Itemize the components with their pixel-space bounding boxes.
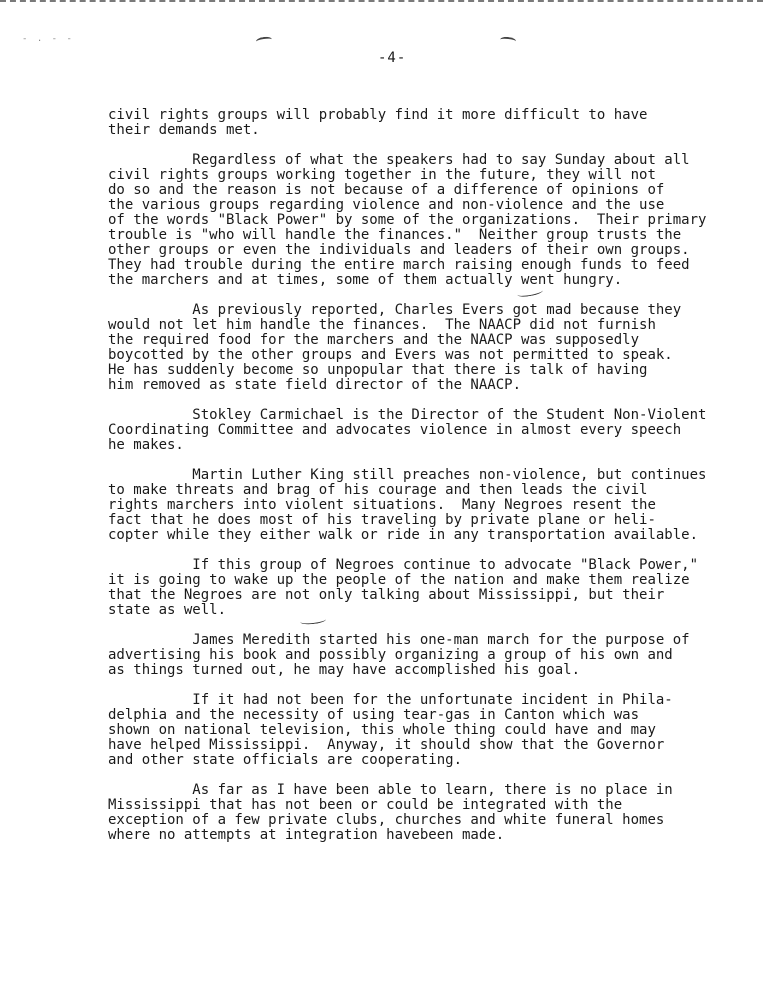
text-line: of the words "Black Power" by some of the organizations. Their primary <box>108 212 707 228</box>
document-body <box>108 108 758 858</box>
text-line: James Meredith started his one-man march for the purpose of <box>108 632 690 648</box>
scan-marks: - . - - <box>22 34 74 44</box>
punch-mark-right <box>500 36 517 45</box>
text-line: other groups or even the individuals and leaders of their own groups. <box>108 242 690 258</box>
text-line: Stokley Carmichael is the Director of the Student Non-Violent <box>108 407 707 423</box>
text-line: exception of a few private clubs, churches and white funeral homes <box>108 812 665 828</box>
paragraph <box>108 558 758 618</box>
paragraph <box>108 303 758 393</box>
text-line: He has suddenly become so unpopular that there is talk of having <box>108 362 648 378</box>
paragraph <box>108 783 758 843</box>
text-line: that the Negroes are not only talking about Mississippi, but their <box>108 587 665 603</box>
page-number: -4- <box>378 50 407 66</box>
text-line: copter while they either walk or ride in any transportation available. <box>108 527 699 543</box>
text-line: and other state officials are cooperating. <box>108 752 463 768</box>
text-line: their demands met. <box>108 122 260 138</box>
text-line: the marchers and at times, some of them actually went hungry. <box>108 272 623 288</box>
punch-mark-left <box>256 36 273 45</box>
text-line: where no attempts at integration havebeen made. <box>108 827 505 843</box>
paragraph <box>108 468 758 543</box>
text-line: boycotted by the other groups and Evers was not permitted to speak. <box>108 347 673 363</box>
paragraph <box>108 633 758 678</box>
paragraph <box>108 108 758 138</box>
text-line: have helped Mississippi. Anyway, it should show that the Governor <box>108 737 665 753</box>
text-line: he makes. <box>108 437 184 453</box>
text-line: Regardless of what the speakers had to say Sunday about all <box>108 152 690 168</box>
text-line: They had trouble during the entire march raising enough funds to feed <box>108 257 690 273</box>
text-line: If it had not been for the unfortunate incident in Phila- <box>108 692 673 708</box>
text-line: state as well. <box>108 602 227 618</box>
text-line: If this group of Negroes continue to advocate "Black Power," <box>108 557 699 573</box>
text-line: rights marchers into violent situations. Many Negroes resent the <box>108 497 656 513</box>
text-line: trouble is "who will handle the finances." Neither group trusts the <box>108 227 682 243</box>
text-line: the required food for the marchers and the NAACP was supposedly <box>108 332 640 348</box>
paragraph <box>108 408 758 453</box>
text-line: to make threats and brag of his courage and then leads the civil <box>108 482 648 498</box>
text-line: Coordinating Committee and advocates violence in almost every speech <box>108 422 682 438</box>
text-line: as things turned out, he may have accomplished his goal. <box>108 662 581 678</box>
text-line: As far as I have been able to learn, there is no place in <box>108 782 673 798</box>
text-line: fact that he does most of his traveling by private plane or heli- <box>108 512 656 528</box>
text-line: As previously reported, Charles Evers got mad because they <box>108 302 682 318</box>
text-line: would not let him handle the finances. The NAACP did not furnish <box>108 317 656 333</box>
text-line: shown on national television, this whole thing could have and may <box>108 722 656 738</box>
text-line: civil rights groups working together in the future, they will not <box>108 167 656 183</box>
paragraph <box>108 153 758 288</box>
text-line: delphia and the necessity of using tear-gas in Canton which was <box>108 707 640 723</box>
text-line: him removed as state field director of the NAACP. <box>108 377 522 393</box>
text-line: do so and the reason is not because of a difference of opinions of <box>108 182 665 198</box>
page-top-edge <box>0 0 763 2</box>
text-line: advertising his book and possibly organizing a group of his own and <box>108 647 673 663</box>
text-line: civil rights groups will probably find it more difficult to have <box>108 107 648 123</box>
text-line: it is going to wake up the people of the nation and make them realize <box>108 572 690 588</box>
text-line: Martin Luther King still preaches non-violence, but continues <box>108 467 707 483</box>
text-line: Mississippi that has not been or could be integrated with the <box>108 797 623 813</box>
paragraph <box>108 693 758 768</box>
text-line: the various groups regarding violence and non-violence and the use <box>108 197 665 213</box>
